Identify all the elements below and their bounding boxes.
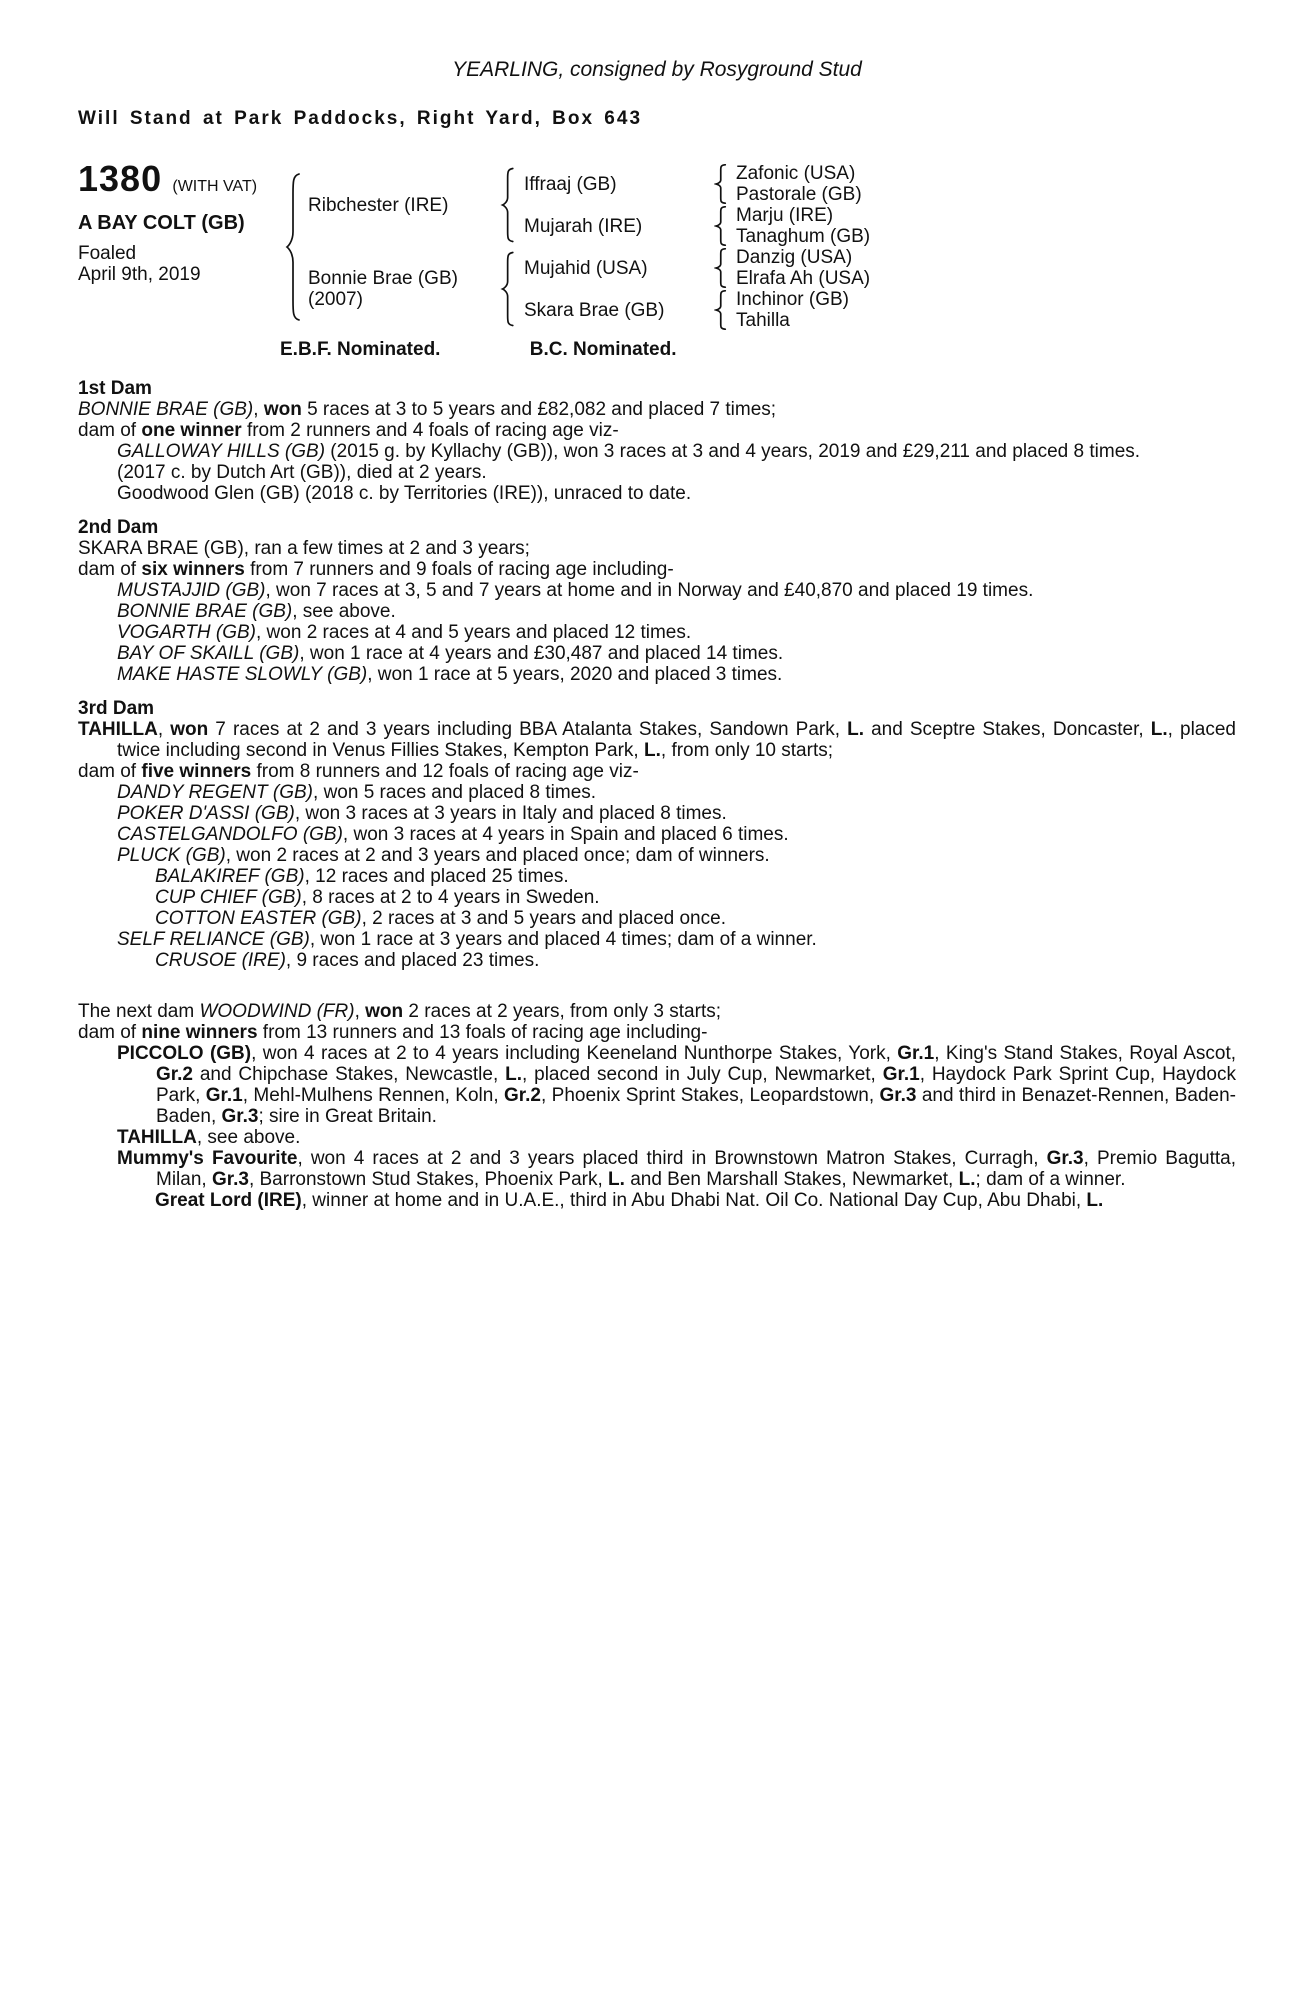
- record-tahilla: TAHILLA, won 7 races at 2 and 3 years including BBA Atalanta Stakes, Sandown Park, L. and Sceptre Stakes, Doncaster, L., placed twice including second in Venus Fillies Stakes, Kempton Park, L., from only 10 starts;: [78, 719, 1237, 761]
- nominations-row: [78, 339, 1236, 360]
- record-mustajjid: MUSTAJJID (GB), won 7 races at 3, 5 and 7 years at home and in Norway and £40,870 and placed 19 times.: [117, 580, 1034, 601]
- lot-number-row: [78, 158, 284, 199]
- woodwind-produce-summary: dam of nine winners from 13 runners and 13 foals of racing age including-: [78, 1022, 708, 1043]
- record-bay-of-skaill: BAY OF SKAILL (GB), won 1 race at 4 years and £30,487 and placed 14 times.: [117, 643, 784, 664]
- tahilla-produce-summary: dam of five winners from 8 runners and 12 foals of racing age viz-: [78, 761, 639, 782]
- lot-vat-note: (WITH VAT): [172, 178, 258, 195]
- pedigree-dam-name: Bonnie Brae (GB): [308, 268, 458, 289]
- record-piccolo: PICCOLO (GB), won 4 races at 2 to 4 years including Keeneland Nunthorpe Stakes, York, Gr.1, King's Stand Stakes, Royal Ascot, Gr.2 and Chipchase Stakes, Newcastle, L., placed second in July Cup, Newmarket, Gr.1, Haydock Park Sprint Cup, Haydock Park, Gr.1, Mehl-Mulhens Rennen, Koln, Gr.2, Phoenix Sprint Stakes, Leopardstown, Gr.3 and third in Benazet-Rennen, Baden-Baden, Gr.3; sire in Great Britain.: [117, 1043, 1237, 1127]
- pedigree-sire-sire: Iffraaj (GB): [524, 173, 617, 195]
- record-bonnie-brae-ref: BONNIE BRAE (GB), see above.: [117, 601, 396, 622]
- pedigree-brace-icon: [714, 164, 736, 204]
- record-great-lord: Great Lord (IRE), winner at home and in U.A.E., third in Abu Dhabi Nat. Oil Co. National Day Cup, Abu Dhabi, L.: [155, 1190, 1104, 1211]
- record-pluck: PLUCK (GB), won 2 races at 2 and 3 years and placed once; dam of winners.: [117, 845, 770, 866]
- heading-1st-dam: 1st Dam: [78, 378, 152, 399]
- section-3rd-dam: [78, 698, 1236, 971]
- record-crusoe: CRUSOE (IRE), 9 races and placed 23 times.: [155, 950, 540, 971]
- record-tahilla-ref: TAHILLA, see above.: [117, 1127, 301, 1148]
- pedigree-gsire: Marju (IRE): [736, 205, 834, 226]
- record-balakiref: BALAKIREF (GB), 12 races and placed 25 times.: [155, 866, 569, 887]
- pedigree-dam-sire: Mujahid (USA): [524, 257, 648, 279]
- pedigree-gsire: Inchinor (GB): [736, 289, 849, 310]
- bonnie-brae-produce-summary: dam of one winner from 2 runners and 4 foals of racing age viz-: [78, 420, 619, 441]
- pedigree-gdam: Tahilla: [736, 310, 790, 331]
- pedigree-brace-icon: [714, 206, 736, 246]
- section-2nd-dam: [78, 517, 1236, 685]
- record-2017-colt: (2017 c. by Dutch Art (GB)), died at 2 years.: [117, 462, 487, 483]
- stand-location: Will Stand at Park Paddocks, Right Yard, Box 643: [78, 108, 643, 129]
- lot-description: A BAY COLT (GB): [78, 212, 245, 234]
- pedigree-gdam: Tanaghum (GB): [736, 226, 871, 247]
- pedigree-brace-icon: [714, 290, 736, 330]
- record-bonnie-brae: BONNIE BRAE (GB), won 5 races at 3 to 5 years and £82,082 and placed 7 times;: [78, 399, 777, 420]
- heading-3rd-dam: 3rd Dam: [78, 698, 155, 719]
- record-woodwind: The next dam WOODWIND (FR), won 2 races at 2 years, from only 3 starts;: [78, 1001, 721, 1022]
- pedigree-sire: Ribchester (IRE): [308, 194, 449, 216]
- record-make-haste-slowly: MAKE HASTE SLOWLY (GB), won 1 race at 5 years, 2020 and placed 3 times.: [117, 664, 783, 685]
- foaled-label: Foaled: [78, 243, 137, 264]
- record-cup-chief: CUP CHIEF (GB), 8 races at 2 to 4 years in Sweden.: [155, 887, 600, 908]
- ebf-nominated-label: E.B.F. Nominated.: [280, 339, 441, 360]
- heading-2nd-dam: 2nd Dam: [78, 517, 159, 538]
- record-poker-dassi: POKER D'ASSI (GB), won 3 races at 3 years in Italy and placed 8 times.: [117, 803, 727, 824]
- skara-brae-produce-summary: dam of six winners from 7 runners and 9 foals of racing age including-: [78, 559, 674, 580]
- pedigree-brace-icon: [714, 248, 736, 288]
- pedigree-sire-dam: Mujarah (IRE): [524, 215, 643, 237]
- pedigree-gsire: Zafonic (USA): [736, 163, 856, 184]
- pedigree-brace-icon: [500, 167, 524, 243]
- record-skara-brae: SKARA BRAE (GB), ran a few times at 2 and 3 years;: [78, 538, 530, 559]
- pedigree-brace-icon: [284, 171, 308, 323]
- section-next-dam: [78, 1001, 1236, 1211]
- pedigree-brace-icon: [500, 251, 524, 327]
- pedigree-dam-year: (2007): [308, 289, 363, 310]
- pedigree-gdam: Pastorale (GB): [736, 184, 862, 205]
- record-self-reliance: SELF RELIANCE (GB), won 1 race at 3 years and placed 4 times; dam of a winner.: [117, 929, 817, 950]
- record-castelgandolfo: CASTELGANDOLFO (GB), won 3 races at 4 years in Spain and placed 6 times.: [117, 824, 789, 845]
- pedigree-dam: [308, 268, 500, 310]
- record-dandy-regent: DANDY REGENT (GB), won 5 races and placed 8 times.: [117, 782, 597, 803]
- section-1st-dam: [78, 378, 1236, 504]
- lot-block: [78, 158, 1236, 331]
- pedigree-table: [284, 163, 870, 331]
- foaled-date: April 9th, 2019: [78, 264, 201, 285]
- bc-nominated-label: B.C. Nominated.: [529, 339, 677, 360]
- record-mummys-favourite: Mummy's Favourite, won 4 races at 2 and 3 years placed third in Brownstown Matron Stakes, Curragh, Gr.3, Premio Bagutta, Milan, Gr.3, Barronstown Stud Stakes, Phoenix Park, L. and Ben Marshall Stakes, Newmarket, L.; dam of a winner.: [117, 1148, 1236, 1190]
- record-cotton-easter: COTTON EASTER (GB), 2 races at 3 and 5 years and placed once.: [155, 908, 726, 929]
- lot-number: 1380: [78, 158, 163, 199]
- record-goodwood-glen: Goodwood Glen (GB) (2018 c. by Territories (IRE)), unraced to date.: [117, 483, 692, 504]
- pedigree-gsire: Danzig (USA): [736, 247, 853, 268]
- record-galloway-hills: GALLOWAY HILLS (GB) (2015 g. by Kyllachy (GB)), won 3 races at 3 and 4 years, 2019 and £29,211 and placed 8 times.: [117, 441, 1141, 462]
- pedigree-text: [78, 378, 1236, 1211]
- consignment-title: YEARLING, consigned by Rosyground Stud: [452, 58, 862, 81]
- pedigree-dam-dam: Skara Brae (GB): [524, 299, 665, 321]
- pedigree-gdam: Elrafa Ah (USA): [736, 268, 871, 289]
- record-vogarth: VOGARTH (GB), won 2 races at 4 and 5 years and placed 12 times.: [117, 622, 692, 643]
- lot-info: [78, 158, 284, 285]
